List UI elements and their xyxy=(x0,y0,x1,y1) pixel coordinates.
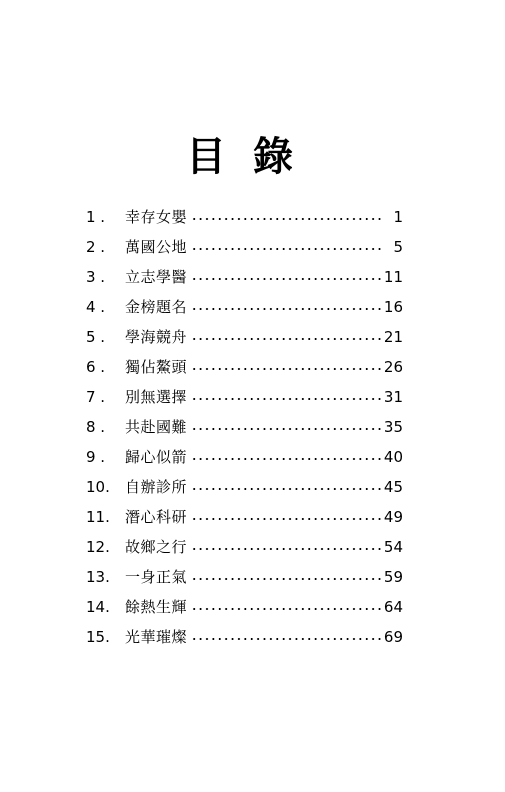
entry-number: 3 . xyxy=(86,268,106,286)
toc-entry[interactable] xyxy=(0,203,505,231)
dot-leader xyxy=(191,518,381,520)
entry-page: 11 xyxy=(383,268,403,286)
toc-entry[interactable] xyxy=(0,353,505,381)
entry-page: 49 xyxy=(383,508,403,526)
entry-title: 自辦診所 xyxy=(125,478,188,496)
toc-entry[interactable] xyxy=(0,413,505,441)
entry-page: 40 xyxy=(383,448,403,466)
entry-page: 35 xyxy=(383,418,403,436)
entry-title: 餘熱生輝 xyxy=(125,598,188,616)
entry-title: 學海競舟 xyxy=(125,328,188,346)
entry-number: 13. xyxy=(86,568,110,586)
entry-title: 萬國公地 xyxy=(125,238,188,256)
entry-title: 歸心似箭 xyxy=(125,448,188,466)
toc-entry[interactable] xyxy=(0,383,505,411)
entry-title: 一身正氣 xyxy=(125,568,188,586)
entry-title: 幸存女嬰 xyxy=(125,208,188,226)
entry-page: 21 xyxy=(383,328,403,346)
entry-title: 光華璀燦 xyxy=(125,628,188,646)
dot-leader xyxy=(191,428,381,430)
dot-leader xyxy=(191,278,381,280)
entry-number: 2 . xyxy=(86,238,106,256)
dot-leader xyxy=(191,578,381,580)
dot-leader xyxy=(191,308,381,310)
entry-number: 5 . xyxy=(86,328,106,346)
entry-number: 6 . xyxy=(86,358,106,376)
toc-entry[interactable] xyxy=(0,503,505,531)
entry-number: 14. xyxy=(86,598,110,616)
toc-entry[interactable] xyxy=(0,473,505,501)
entry-number: 11. xyxy=(86,508,110,526)
entry-number: 7 . xyxy=(86,388,106,406)
title-char-2: 錄 xyxy=(253,133,295,180)
dot-leader xyxy=(191,218,381,220)
entry-number: 10. xyxy=(86,478,110,496)
entry-title: 別無選擇 xyxy=(125,388,188,406)
entry-page: 26 xyxy=(383,358,403,376)
entry-title: 立志學醫 xyxy=(125,268,188,286)
entry-title: 潛心科研 xyxy=(125,508,188,526)
entry-page: 45 xyxy=(383,478,403,496)
toc-entry[interactable] xyxy=(0,443,505,471)
toc-entry[interactable] xyxy=(0,593,505,621)
dot-leader xyxy=(191,608,381,610)
entry-page: 1 xyxy=(393,208,403,226)
entry-number: 4 . xyxy=(86,298,106,316)
entry-number: 8 . xyxy=(86,418,106,436)
dot-leader xyxy=(191,368,381,370)
entry-number: 12. xyxy=(86,538,110,556)
entry-number: 15. xyxy=(86,628,110,646)
entry-number: 1 . xyxy=(86,208,106,226)
entry-page: 69 xyxy=(383,628,403,646)
dot-leader xyxy=(191,248,381,250)
dot-leader xyxy=(191,458,381,460)
toc-entry[interactable] xyxy=(0,533,505,561)
toc-entry[interactable] xyxy=(0,323,505,351)
entry-title: 共赴國難 xyxy=(125,418,188,436)
entry-number: 9 . xyxy=(86,448,106,466)
dot-leader xyxy=(191,398,381,400)
entry-page: 54 xyxy=(383,538,403,556)
entry-title: 獨佔鰲頭 xyxy=(125,358,188,376)
entry-page: 64 xyxy=(383,598,403,616)
toc-entry[interactable] xyxy=(0,233,505,261)
toc-entry[interactable] xyxy=(0,293,505,321)
entry-title: 故鄉之行 xyxy=(125,538,188,556)
entry-page: 16 xyxy=(383,298,403,316)
title-char-1: 目 xyxy=(186,133,228,180)
entry-page: 5 xyxy=(393,238,403,256)
dot-leader xyxy=(191,488,381,490)
dot-leader xyxy=(191,338,381,340)
dot-leader xyxy=(191,548,381,550)
entry-page: 31 xyxy=(383,388,403,406)
toc-entry[interactable] xyxy=(0,263,505,291)
entry-title: 金榜題名 xyxy=(125,298,188,316)
entry-page: 59 xyxy=(383,568,403,586)
dot-leader xyxy=(191,638,381,640)
toc-entry[interactable] xyxy=(0,623,505,651)
toc-entry[interactable] xyxy=(0,563,505,591)
